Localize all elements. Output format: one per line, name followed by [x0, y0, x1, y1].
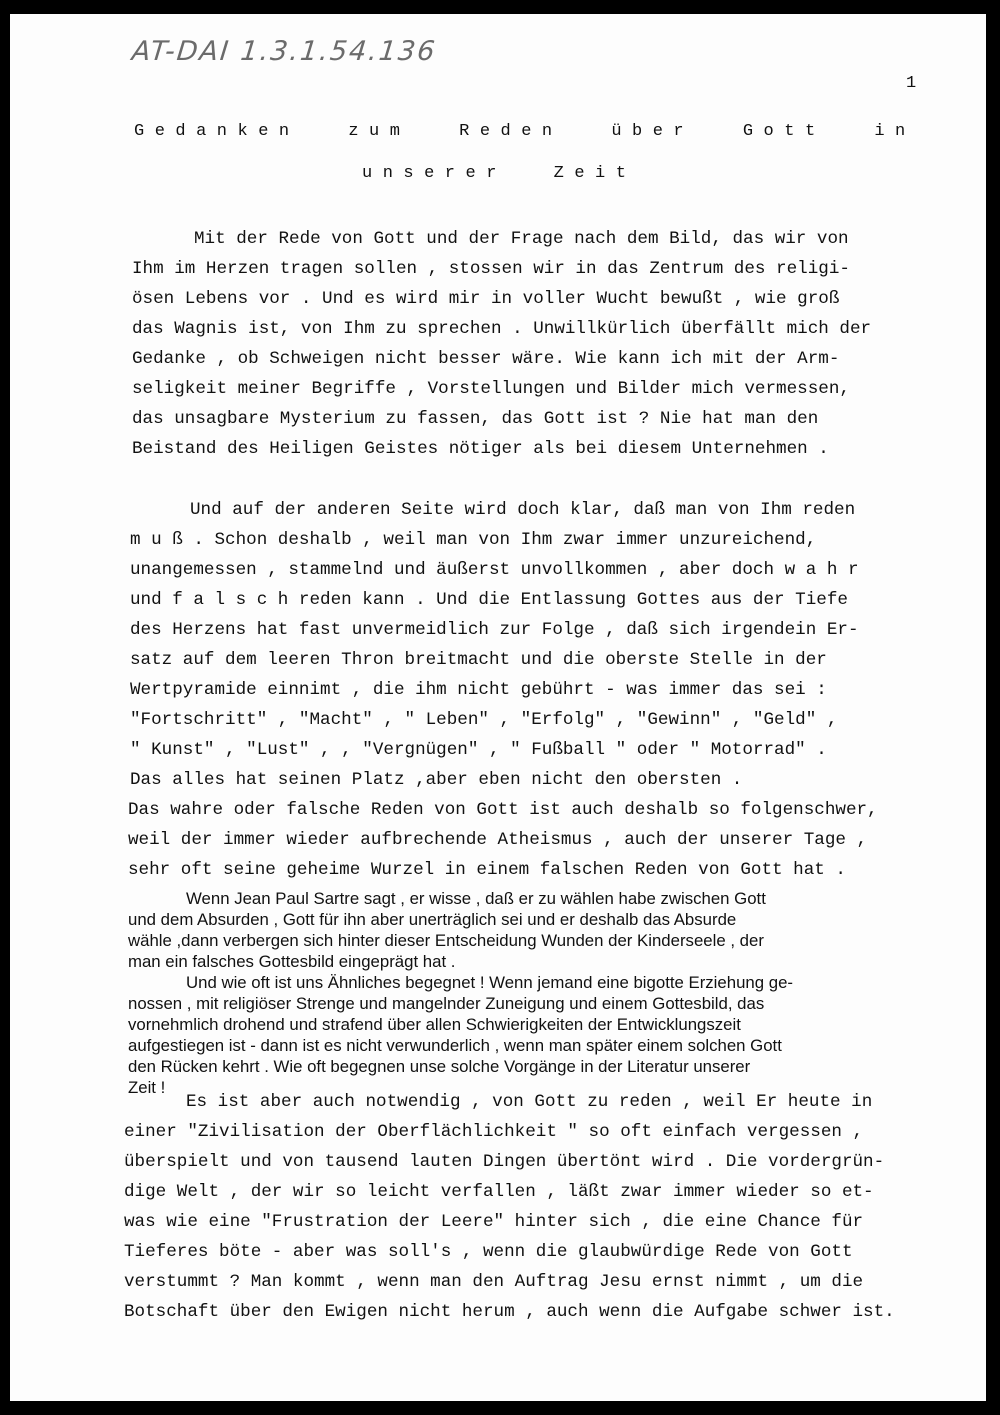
text-line: und dem Absurden , Gott für ihn aber unerträglich sei und er deshalb das Absurde: [128, 910, 737, 929]
text-line: was wie eine "Frustration der Leere" hinter sich , die eine Chance für: [124, 1212, 864, 1232]
page-number: 1: [906, 74, 917, 93]
text-line: unangemessen , stammelnd und äußerst unvollkommen , aber doch w a h r: [130, 560, 859, 580]
text-line: nossen , mit religiöser Strenge und mangelnder Zuneigung und einem Gottesbild, das: [128, 994, 765, 1013]
text-line: man ein falsches Gottesbild eingeprägt hat .: [128, 952, 456, 971]
text-line: Gedanke , ob Schweigen nicht besser wäre. Wie kann ich mit der Arm-: [132, 349, 840, 369]
title-line-2: unserer Zeit: [362, 164, 637, 183]
text-line: m u ß . Schon deshalb , weil man von Ihm zwar immer unzureichend,: [130, 530, 817, 550]
text-line: und f a l s c h reden kann . Und die Entlassung Gottes aus der Tiefe: [130, 590, 848, 610]
title-line-1: Gedanken zum Reden über Gott in: [134, 122, 916, 141]
text-line: Ihm im Herzen tragen sollen , stossen wir in das Zentrum des religi-: [132, 259, 850, 279]
text-line: Zeit !: [128, 1078, 166, 1097]
text-line: Beistand des Heiligen Geistes nötiger als bei diesem Unternehmen .: [132, 439, 829, 459]
text-line: Wertpyramide einnimt , die ihm nicht gebührt - was immer das sei :: [130, 680, 827, 700]
text-line: das Wagnis ist, von Ihm zu sprechen . Unwillkürlich überfällt mich der: [132, 319, 872, 339]
document-page: [10, 14, 986, 1401]
text-line: Das alles hat seinen Platz ,aber eben nicht den obersten .: [130, 770, 743, 790]
text-line: " Kunst" , "Lust" , , "Vergnügen" , " Fußball " oder " Motorrad" .: [130, 740, 827, 760]
text-line: satz auf dem leeren Thron breitmacht und die oberste Stelle in der: [130, 650, 827, 670]
text-line: Und auf der anderen Seite wird doch klar, daß man von Ihm reden: [190, 500, 856, 520]
text-line: wähle ,dann verbergen sich hinter dieser Entscheidung Wunden der Kinderseele , der: [128, 931, 764, 950]
text-line: vornehmlich drohend und strafend über allen Schwierigkeiten der Entwicklungszeit: [128, 1015, 741, 1034]
text-line: Tieferes böte - aber was soll's , wenn die glaubwürdige Rede von Gott: [124, 1242, 853, 1262]
text-line: ösen Lebens vor . Und es wird mir in voller Wucht bewußt , wie groß: [132, 289, 840, 309]
text-line: Und wie oft ist uns Ähnliches begegnet ! Wenn jemand eine bigotte Erziehung ge-: [186, 973, 793, 992]
text-line: seligkeit meiner Begriffe , Vorstellungen und Bilder mich vermessen,: [132, 379, 850, 399]
text-line: Botschaft über den Ewigen nicht herum , auch wenn die Aufgabe schwer ist.: [124, 1302, 895, 1322]
archive-reference-handwritten: AT-DAI 1.3.1.54.136: [130, 36, 439, 67]
text-line: Wenn Jean Paul Sartre sagt , er wisse , daß er zu wählen habe zwischen Gott: [186, 889, 766, 908]
text-line: weil der immer wieder aufbrechende Atheismus , auch der unserer Tage ,: [128, 830, 868, 850]
text-line: Das wahre oder falsche Reden von Gott ist auch deshalb so folgenschwer,: [128, 800, 878, 820]
text-line: das unsagbare Mysterium zu fassen, das Gott ist ? Nie hat man den: [132, 409, 819, 429]
text-line: Es ist aber auch notwendig , von Gott zu reden , weil Er heute in: [186, 1092, 873, 1112]
text-line: des Herzens hat fast unvermeidlich zur Folge , daß sich irgendein Er-: [130, 620, 859, 640]
text-line: einer "Zivilisation der Oberflächlichkeit " so oft einfach vergessen ,: [124, 1122, 864, 1142]
text-line: "Fortschritt" , "Macht" , " Leben" , "Erfolg" , "Gewinn" , "Geld" ,: [130, 710, 838, 730]
text-line: aufgestiegen ist - dann ist es nicht verwunderlich , wenn man später einem solchen Gott: [128, 1036, 782, 1055]
text-line: verstummt ? Man kommt , wenn man den Auftrag Jesu ernst nimmt , um die: [124, 1272, 864, 1292]
text-line: Mit der Rede von Gott und der Frage nach dem Bild, das wir von: [194, 229, 849, 249]
text-line: dige Welt , der wir so leicht verfallen , läßt zwar immer wieder so et-: [124, 1182, 874, 1202]
text-line: überspielt und von tausend lauten Dingen übertönt wird . Die vordergrün-: [124, 1152, 885, 1172]
text-line: sehr oft seine geheime Wurzel in einem falschen Reden von Gott hat .: [128, 860, 846, 880]
text-line: den Rücken kehrt . Wie oft begegnen unse solche Vorgänge in der Literatur unserer: [128, 1057, 751, 1076]
